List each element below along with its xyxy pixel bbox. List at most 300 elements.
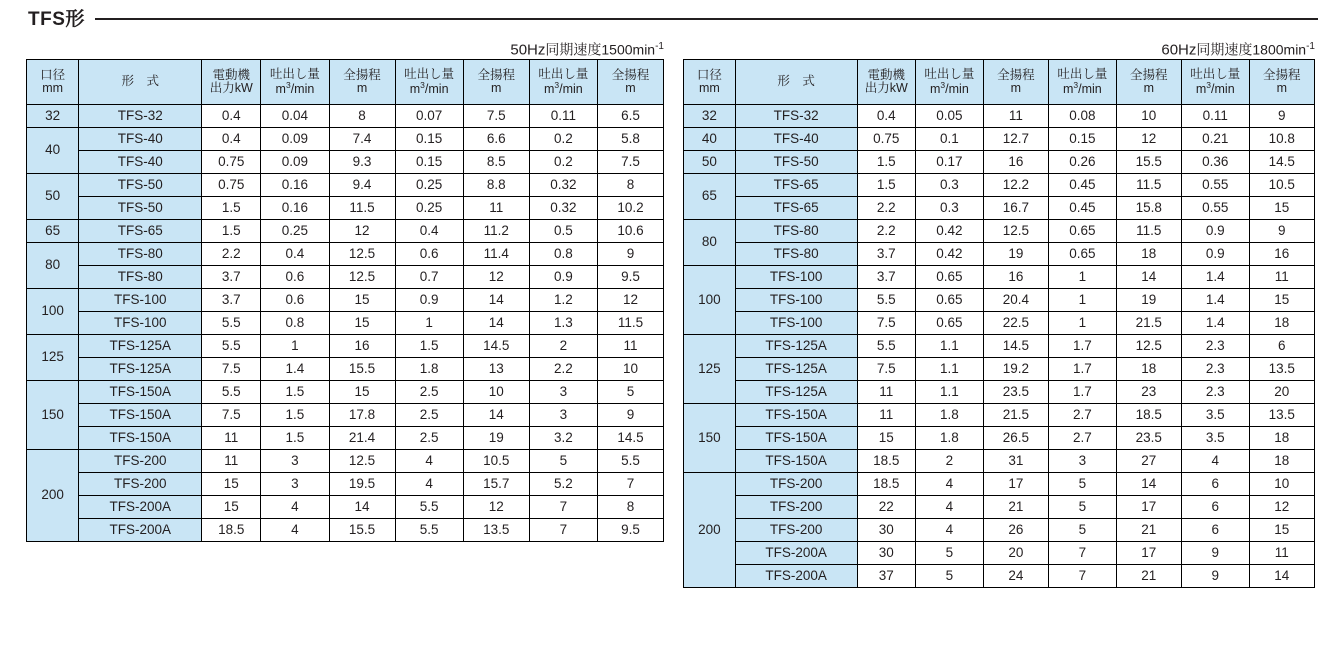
cell-head-3: 14 (1249, 565, 1314, 588)
cell-flow-3: 9 (1181, 542, 1249, 565)
cell-head-3: 10 (597, 358, 663, 381)
cell-head-3: 8 (597, 496, 663, 519)
caption-60hz-speed: 同期速度1800min (1196, 41, 1307, 58)
cell-flow-2: 7 (1049, 565, 1117, 588)
cell-head-2: 14 (463, 312, 529, 335)
header-flow-3: 吐出し量 $m^3/\min$ (1181, 60, 1249, 105)
table-row (27, 128, 664, 151)
cell-head-3: 13.5 (1249, 404, 1314, 427)
cell-head-2: 17 (1116, 542, 1181, 565)
table-row (684, 358, 1315, 381)
cell-flow-1: 5 (916, 565, 984, 588)
cell-model: TFS-80 (735, 243, 857, 266)
cell-motor-output: 0.75 (202, 174, 261, 197)
cell-model: TFS-125A (79, 335, 202, 358)
cell-motor-output: 7.5 (202, 404, 261, 427)
cell-flow-2: 5 (1049, 473, 1117, 496)
cell-model: TFS-150A (79, 427, 202, 450)
cell-flow-3: 0.55 (1181, 174, 1249, 197)
cell-head-1: 12.5 (983, 220, 1048, 243)
spec-table-60hz-block (683, 38, 1315, 588)
cell-head-1: 31 (983, 450, 1048, 473)
cell-head-3: 9 (597, 243, 663, 266)
cell-bore: 32 (27, 105, 79, 128)
cell-head-3: 20 (1249, 381, 1314, 404)
cell-model: TFS-200 (735, 496, 857, 519)
cell-head-1: 9.3 (329, 151, 395, 174)
cell-model: TFS-200 (79, 473, 202, 496)
cell-head-2: 15.8 (1116, 197, 1181, 220)
cell-model: TFS-150A (79, 381, 202, 404)
caption-50hz-frequency: 50Hz (510, 41, 546, 59)
cell-flow-2: 3 (1049, 450, 1117, 473)
cell-head-2: 21.5 (1116, 312, 1181, 335)
spec-table-50hz-body (27, 105, 664, 542)
cell-head-1: 23.5 (983, 381, 1048, 404)
cell-flow-3: 7 (529, 519, 597, 542)
cell-flow-3: 1.4 (1181, 289, 1249, 312)
cell-flow-1: 0.16 (261, 174, 329, 197)
table-row (27, 105, 664, 128)
cell-head-2: 8.8 (463, 174, 529, 197)
cell-motor-output: 37 (857, 565, 916, 588)
cell-head-3: 15 (1249, 197, 1314, 220)
cell-model: TFS-40 (79, 128, 202, 151)
caption-60hz-frequency: 60Hz (1161, 41, 1197, 59)
cell-head-3: 11 (597, 335, 663, 358)
cell-model: TFS-100 (79, 289, 202, 312)
cell-flow-2: 0.25 (395, 174, 463, 197)
cell-model: TFS-50 (79, 197, 202, 220)
cell-flow-3: 0.21 (1181, 128, 1249, 151)
caption-50hz-speed: 同期速度1500min (545, 41, 656, 58)
cell-motor-output: 5.5 (857, 289, 916, 312)
cell-model: TFS-40 (735, 128, 857, 151)
cell-motor-output: 2.2 (857, 220, 916, 243)
cell-head-2: 12.5 (1116, 335, 1181, 358)
cell-model: TFS-65 (735, 174, 857, 197)
cell-head-3: 9 (1249, 105, 1314, 128)
cell-flow-1: 1.1 (916, 335, 984, 358)
cell-head-2: 7.5 (463, 105, 529, 128)
cell-head-3: 10.2 (597, 197, 663, 220)
cell-flow-1: 4 (916, 496, 984, 519)
cell-flow-3: 3 (529, 381, 597, 404)
cell-bore: 80 (684, 220, 736, 266)
cell-bore: 40 (684, 128, 736, 151)
cell-flow-1: 0.04 (261, 105, 329, 128)
cell-head-2: 12 (463, 496, 529, 519)
cell-flow-1: 0.65 (916, 312, 984, 335)
cell-flow-2: 0.45 (1049, 174, 1117, 197)
cell-head-1: 9.4 (329, 174, 395, 197)
cell-head-3: 11 (1249, 266, 1314, 289)
header-head-2: 全揚程 m (1116, 60, 1181, 105)
cell-model: TFS-125A (79, 358, 202, 381)
cell-head-2: 11.5 (1116, 174, 1181, 197)
table-row (27, 404, 664, 427)
spec-table-50hz-head (27, 60, 664, 105)
header-flow-2: 吐出し量 $m^3/\min$ (395, 60, 463, 105)
cell-head-2: 12 (463, 266, 529, 289)
cell-motor-output: 2.2 (202, 243, 261, 266)
cell-motor-output: 0.4 (202, 105, 261, 128)
cell-flow-1: 0.65 (916, 289, 984, 312)
cell-head-1: 20.4 (983, 289, 1048, 312)
cell-flow-2: 0.4 (395, 220, 463, 243)
cell-flow-2: 2.7 (1049, 427, 1117, 450)
cell-flow-1: 1.8 (916, 404, 984, 427)
cell-flow-2: 2.7 (1049, 404, 1117, 427)
caption-60hz-exponent: -1 (1306, 41, 1315, 52)
cell-flow-2: 5.5 (395, 496, 463, 519)
cell-flow-3: 0.5 (529, 220, 597, 243)
cell-flow-1: 4 (916, 519, 984, 542)
header-bore: 口径 mm (684, 60, 736, 105)
table-row (684, 473, 1315, 496)
cell-head-2: 13 (463, 358, 529, 381)
cell-motor-output: 7.5 (857, 358, 916, 381)
cell-flow-2: 0.9 (395, 289, 463, 312)
table-row (27, 450, 664, 473)
cell-head-1: 21.4 (329, 427, 395, 450)
cell-head-2: 8.5 (463, 151, 529, 174)
cell-head-2: 13.5 (463, 519, 529, 542)
cell-flow-2: 0.6 (395, 243, 463, 266)
cell-flow-1: 0.3 (916, 174, 984, 197)
header-head-3: 全揚程 m (597, 60, 663, 105)
caption-50hz (26, 38, 664, 59)
cell-model: TFS-125A (735, 381, 857, 404)
cell-head-1: 11 (983, 105, 1048, 128)
cell-head-1: 15 (329, 312, 395, 335)
table-row (27, 243, 664, 266)
cell-head-3: 10.5 (1249, 174, 1314, 197)
cell-head-1: 26.5 (983, 427, 1048, 450)
spec-table-60hz-body (684, 105, 1315, 588)
cell-bore: 125 (684, 335, 736, 404)
cell-head-1: 19.5 (329, 473, 395, 496)
cell-flow-2: 1.7 (1049, 381, 1117, 404)
cell-flow-3: 1.4 (1181, 312, 1249, 335)
table-row (684, 266, 1315, 289)
cell-motor-output: 11 (202, 450, 261, 473)
cell-model: TFS-200A (79, 519, 202, 542)
cell-flow-2: 1 (1049, 266, 1117, 289)
cell-flow-3: 7 (529, 496, 597, 519)
cell-flow-2: 2.5 (395, 404, 463, 427)
cell-head-3: 18 (1249, 312, 1314, 335)
cell-head-1: 16 (983, 151, 1048, 174)
table-row (27, 266, 664, 289)
cell-flow-1: 1.5 (261, 404, 329, 427)
cell-flow-3: 1.3 (529, 312, 597, 335)
cell-motor-output: 5.5 (202, 381, 261, 404)
cell-flow-1: 1.5 (261, 427, 329, 450)
cell-head-2: 10 (1116, 105, 1181, 128)
table-row (27, 519, 664, 542)
cell-model: TFS-80 (735, 220, 857, 243)
cell-flow-2: 1 (395, 312, 463, 335)
cell-flow-3: 3.5 (1181, 427, 1249, 450)
table-row (684, 565, 1315, 588)
cell-model: TFS-65 (79, 220, 202, 243)
table-row (27, 197, 664, 220)
cell-flow-3: 1.4 (1181, 266, 1249, 289)
cell-head-1: 22.5 (983, 312, 1048, 335)
cell-bore: 50 (684, 151, 736, 174)
cell-head-3: 10.6 (597, 220, 663, 243)
cell-flow-3: 3.2 (529, 427, 597, 450)
table-row (27, 312, 664, 335)
table-row (27, 220, 664, 243)
cell-head-3: 8 (597, 174, 663, 197)
table-row (684, 542, 1315, 565)
cell-head-1: 15 (329, 381, 395, 404)
cell-flow-1: 0.4 (261, 243, 329, 266)
cell-model: TFS-50 (735, 151, 857, 174)
cell-motor-output: 15 (202, 473, 261, 496)
cell-bore: 200 (684, 473, 736, 588)
cell-flow-1: 0.16 (261, 197, 329, 220)
cell-flow-3: 2.3 (1181, 335, 1249, 358)
cell-flow-3: 2.2 (529, 358, 597, 381)
cell-head-1: 17.8 (329, 404, 395, 427)
cell-flow-2: 1.7 (1049, 358, 1117, 381)
table-row (684, 151, 1315, 174)
cell-head-3: 6 (1249, 335, 1314, 358)
cell-head-2: 11 (463, 197, 529, 220)
cell-head-3: 6.5 (597, 105, 663, 128)
header-bore: 口径 mm (27, 60, 79, 105)
cell-flow-3: 0.32 (529, 174, 597, 197)
header-model: 形 式 (735, 60, 857, 105)
page-title-text: TFS形 (28, 8, 85, 30)
cell-model: TFS-200 (735, 519, 857, 542)
cell-flow-3: 6 (1181, 519, 1249, 542)
cell-motor-output: 3.7 (857, 243, 916, 266)
cell-head-2: 11.5 (1116, 220, 1181, 243)
cell-head-3: 5.5 (597, 450, 663, 473)
cell-head-2: 11.4 (463, 243, 529, 266)
cell-head-1: 15 (329, 289, 395, 312)
cell-motor-output: 0.75 (202, 151, 261, 174)
cell-flow-2: 1 (1049, 312, 1117, 335)
cell-head-1: 19 (983, 243, 1048, 266)
cell-head-3: 14.5 (1249, 151, 1314, 174)
cell-motor-output: 15 (202, 496, 261, 519)
cell-flow-1: 4 (916, 473, 984, 496)
cell-motor-output: 7.5 (202, 358, 261, 381)
header-motor-output: 電動機 出力kW (202, 60, 261, 105)
cell-flow-1: 2 (916, 450, 984, 473)
cell-motor-output: 11 (202, 427, 261, 450)
cell-head-3: 18 (1249, 450, 1314, 473)
cell-head-3: 9.5 (597, 266, 663, 289)
cell-flow-3: 0.11 (1181, 105, 1249, 128)
cell-head-2: 17 (1116, 496, 1181, 519)
cell-motor-output: 30 (857, 542, 916, 565)
cell-head-3: 9.5 (597, 519, 663, 542)
cell-flow-2: 1.7 (1049, 335, 1117, 358)
cell-flow-1: 4 (261, 519, 329, 542)
header-head-2: 全揚程 m (463, 60, 529, 105)
cell-head-3: 5 (597, 381, 663, 404)
cell-head-1: 19.2 (983, 358, 1048, 381)
cell-flow-1: 0.05 (916, 105, 984, 128)
cell-bore: 50 (27, 174, 79, 220)
cell-motor-output: 7.5 (857, 312, 916, 335)
cell-head-2: 14 (463, 404, 529, 427)
cell-head-1: 12.5 (329, 450, 395, 473)
table-row (27, 496, 664, 519)
cell-head-3: 5.8 (597, 128, 663, 151)
cell-flow-3: 2.3 (1181, 358, 1249, 381)
cell-model: TFS-40 (79, 151, 202, 174)
cell-bore: 100 (684, 266, 736, 335)
cell-flow-3: 0.2 (529, 128, 597, 151)
cell-head-2: 23.5 (1116, 427, 1181, 450)
cell-flow-2: 4 (395, 473, 463, 496)
cell-bore: 65 (684, 174, 736, 220)
header-head-1: 全揚程 m (983, 60, 1048, 105)
cell-model: TFS-200 (79, 450, 202, 473)
cell-model: TFS-150A (735, 427, 857, 450)
cell-motor-output: 18.5 (857, 473, 916, 496)
cell-bore: 200 (27, 450, 79, 542)
cell-motor-output: 30 (857, 519, 916, 542)
cell-flow-2: 0.07 (395, 105, 463, 128)
cell-flow-3: 0.32 (529, 197, 597, 220)
cell-head-3: 11.5 (597, 312, 663, 335)
table-row (27, 473, 664, 496)
cell-model: TFS-200A (735, 542, 857, 565)
cell-flow-3: 2 (529, 335, 597, 358)
cell-head-1: 12.5 (329, 243, 395, 266)
cell-flow-2: 5.5 (395, 519, 463, 542)
table-row (684, 220, 1315, 243)
cell-flow-2: 0.15 (1049, 128, 1117, 151)
header-head-1: 全揚程 m (329, 60, 395, 105)
cell-flow-3: 0.9 (529, 266, 597, 289)
cell-flow-1: 1 (261, 335, 329, 358)
table-row (27, 174, 664, 197)
cell-model: TFS-200 (735, 473, 857, 496)
cell-motor-output: 22 (857, 496, 916, 519)
cell-head-3: 12 (1249, 496, 1314, 519)
cell-model: TFS-50 (79, 174, 202, 197)
cell-motor-output: 5.5 (202, 312, 261, 335)
table-row (27, 289, 664, 312)
cell-head-3: 11 (1249, 542, 1314, 565)
cell-head-2: 14 (1116, 473, 1181, 496)
header-flow-2: 吐出し量 $m^3/\min$ (1049, 60, 1117, 105)
cell-head-1: 21.5 (983, 404, 1048, 427)
cell-motor-output: 3.7 (202, 289, 261, 312)
cell-flow-1: 4 (261, 496, 329, 519)
cell-head-2: 21 (1116, 565, 1181, 588)
cell-head-3: 18 (1249, 427, 1314, 450)
cell-flow-2: 0.65 (1049, 243, 1117, 266)
cell-flow-1: 3 (261, 450, 329, 473)
cell-flow-2: 1 (1049, 289, 1117, 312)
cell-bore: 100 (27, 289, 79, 335)
cell-flow-1: 0.42 (916, 243, 984, 266)
cell-flow-1: 1.5 (261, 381, 329, 404)
cell-head-3: 13.5 (1249, 358, 1314, 381)
cell-head-2: 18 (1116, 358, 1181, 381)
cell-head-1: 8 (329, 105, 395, 128)
cell-flow-3: 9 (1181, 565, 1249, 588)
cell-model: TFS-200A (735, 565, 857, 588)
cell-flow-1: 0.09 (261, 151, 329, 174)
cell-head-3: 14.5 (597, 427, 663, 450)
cell-head-3: 15 (1249, 289, 1314, 312)
cell-head-1: 12 (329, 220, 395, 243)
table-row (27, 151, 664, 174)
cell-head-2: 10.5 (463, 450, 529, 473)
cell-flow-3: 6 (1181, 496, 1249, 519)
caption-60hz (683, 38, 1315, 59)
cell-motor-output: 1.5 (202, 220, 261, 243)
cell-model: TFS-150A (79, 404, 202, 427)
cell-head-3: 10.8 (1249, 128, 1314, 151)
page-title (28, 4, 1318, 30)
table-row (27, 427, 664, 450)
cell-head-1: 12.2 (983, 174, 1048, 197)
cell-head-2: 10 (463, 381, 529, 404)
cell-bore: 65 (27, 220, 79, 243)
cell-bore: 125 (27, 335, 79, 381)
cell-head-3: 16 (1249, 243, 1314, 266)
header-flow-1: 吐出し量 $m^3/\min$ (916, 60, 984, 105)
cell-flow-1: 1.1 (916, 358, 984, 381)
table-row (684, 519, 1315, 542)
cell-head-3: 12 (597, 289, 663, 312)
cell-flow-2: 0.15 (395, 128, 463, 151)
cell-head-1: 16 (983, 266, 1048, 289)
cell-head-1: 24 (983, 565, 1048, 588)
cell-flow-2: 0.7 (395, 266, 463, 289)
cell-flow-1: 0.6 (261, 266, 329, 289)
cell-flow-2: 2.5 (395, 381, 463, 404)
caption-50hz-exponent: -1 (655, 41, 664, 52)
cell-head-2: 15.5 (1116, 151, 1181, 174)
cell-model: TFS-32 (79, 105, 202, 128)
cell-flow-2: 0.26 (1049, 151, 1117, 174)
cell-flow-3: 5.2 (529, 473, 597, 496)
cell-head-2: 21 (1116, 519, 1181, 542)
cell-flow-1: 0.42 (916, 220, 984, 243)
cell-model: TFS-80 (79, 243, 202, 266)
table-row (27, 381, 664, 404)
cell-flow-2: 7 (1049, 542, 1117, 565)
cell-head-1: 12.7 (983, 128, 1048, 151)
cell-head-3: 10 (1249, 473, 1314, 496)
cell-model: TFS-125A (735, 335, 857, 358)
cell-flow-2: 5 (1049, 519, 1117, 542)
cell-motor-output: 11 (857, 381, 916, 404)
cell-motor-output: 1.5 (202, 197, 261, 220)
cell-motor-output: 5.5 (857, 335, 916, 358)
table-row (27, 358, 664, 381)
cell-motor-output: 3.7 (202, 266, 261, 289)
table-row (684, 105, 1315, 128)
cell-model: TFS-100 (735, 312, 857, 335)
cell-flow-3: 6 (1181, 473, 1249, 496)
cell-model: TFS-125A (735, 358, 857, 381)
cell-motor-output: 0.4 (857, 105, 916, 128)
